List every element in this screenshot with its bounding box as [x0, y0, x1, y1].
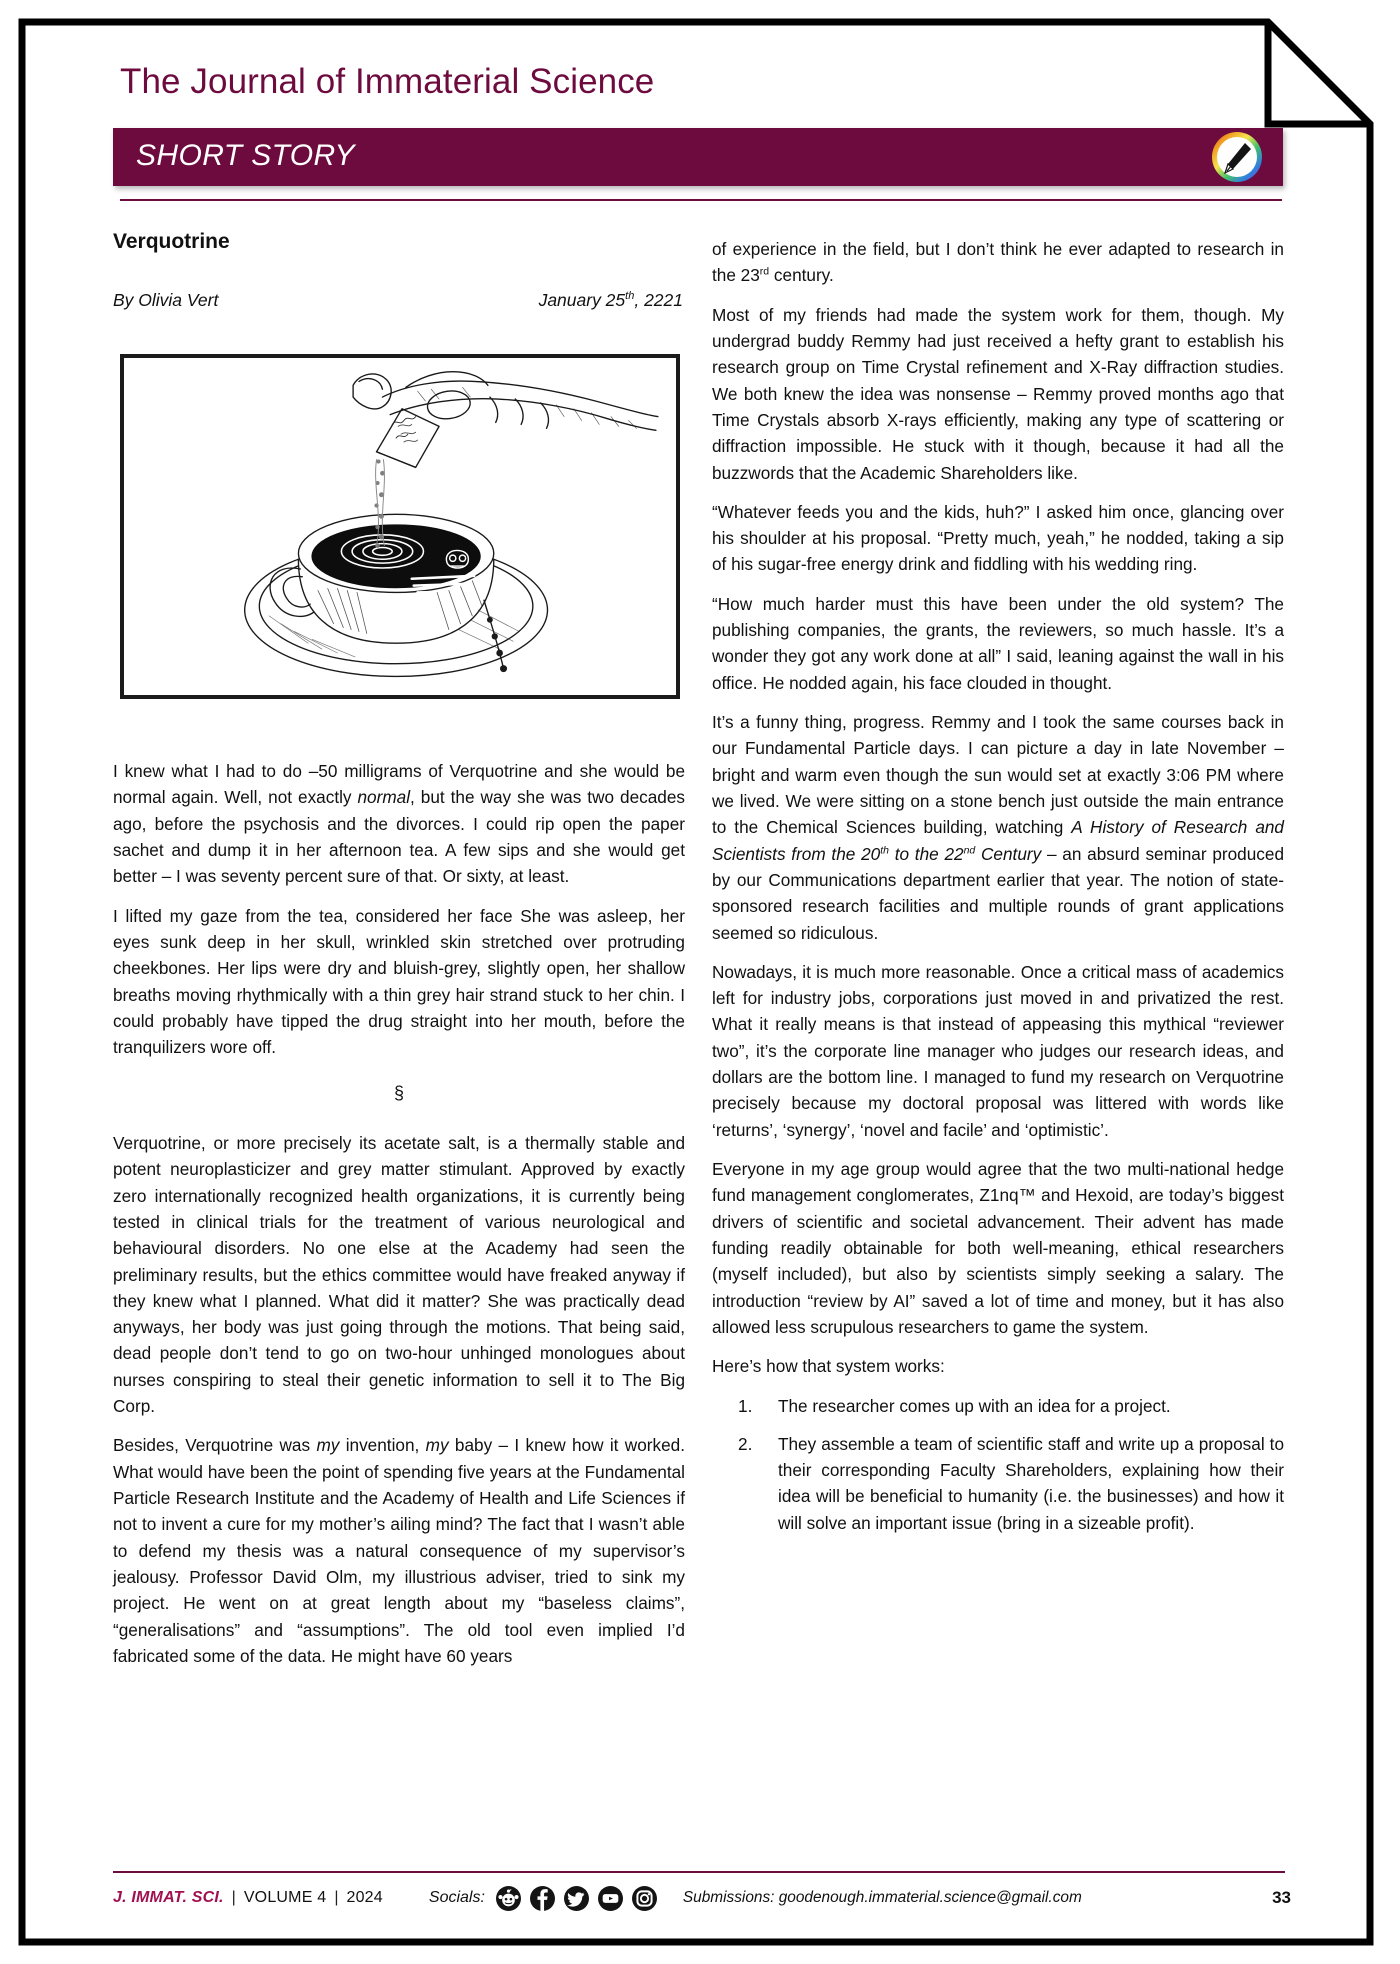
journal-title: The Journal of Immaterial Science: [120, 62, 655, 101]
page-footer: [113, 1882, 1291, 1914]
paragraph: Everyone in my age group would agree that the two multi-national hedge fund management conglomerates, Z1nq™ and Hexoid, are today’s biggest drivers of scientific and societal advancement. Their advent has made funding readily obtainable for both well-meaning, ethical researchers (myself included), but also by scientists simply seeking a salary. The introduction “review by AI” saved a lot of time and money, but it has also allowed less scrupulous researchers to game the system.: [712, 1159, 1284, 1337]
footer-socials-label: Socials:: [428, 1889, 485, 1906]
article-illustration: [120, 354, 680, 699]
list-item: They assemble a team of scientific staff and write up a proposal to their corresponding Faculty Shareholders, explaining how their idea will be beneficial to humanity (i.e. the businesses) and how it will solve an important issue (bring in a sizeable profit).: [778, 1433, 1284, 1533]
section-break-glyph: §: [393, 1083, 404, 1104]
masthead-divider: [120, 199, 1282, 201]
article-title: Verquotrine: [113, 230, 230, 253]
paragraph: “Whatever feeds you and the kids, huh?” I asked him once, glancing over his shoulder at his proposal. “Pretty much, yeah,” he nodded, taking a sip of his sugar-free energy drink and fiddling with his wedding ring.: [712, 501, 1284, 575]
footer-journal-abbrev: J. IMMAT. SCI.: [113, 1889, 224, 1906]
footer-submissions[interactable]: Submissions: goodenough.immaterial.science@gmail.com: [682, 1889, 1082, 1906]
instagram-icon[interactable]: [632, 1886, 657, 1911]
youtube-icon[interactable]: [598, 1886, 623, 1911]
paragraph: I knew what I had to do –50 milligrams of Verquotrine and she would be normal again. Well, not exactly normal, but the way she was two decades ago, before the psychosis and the divorces. I could rip open the paper sachet and dump it in her afternoon tea. A few sips and she would get better – I was seventy percent sure of that. Or sixty, at least.: [113, 761, 685, 887]
article-byline: By Olivia Vert: [113, 290, 219, 310]
reddit-icon[interactable]: [496, 1886, 521, 1911]
footer-separator: |: [231, 1889, 236, 1906]
footer-separator: |: [334, 1889, 339, 1906]
footer-divider: [113, 1871, 1285, 1873]
facebook-icon[interactable]: [530, 1886, 555, 1911]
article-body-right-column: [712, 236, 1284, 1548]
paragraph: It’s a funny thing, progress. Remmy and I took the same courses back in our Fundamental Particle days. I can picture a day in late November – bright and warm even though the sun would set at exactly 3:06 PM where we lived. We were sitting on a stone bench just outside the main entrance to the Chemical Sciences building, watching A History of Research and Scientists from the 20th to the 22nd Century – an absurd seminar produced by our Communications department earlier that year. The notion of state-sponsored research facilities and multiple rounds of grant applications seemed so ridiculous.: [712, 712, 1284, 943]
section-banner-label: SHORT STORY: [136, 139, 355, 172]
list-item: The researcher comes up with an idea for a project.: [778, 1395, 1171, 1416]
byline-row: [113, 290, 683, 311]
paragraph: of experience in the field, but I don’t think he ever adapted to research in the 23rd century.: [712, 239, 1284, 286]
paragraph: “How much harder must this have been under the old system? The publishing companies, the grants, the reviewers, so much hassle. It’s a wonder they got any work done at all” I said, leaning against the wall in his office. He nodded again, his face clouded in thought.: [712, 593, 1284, 693]
system-steps-list: [712, 1393, 1284, 1537]
footer-volume: VOLUME 4: [243, 1889, 327, 1906]
article-date: January 25th, 2221: [538, 290, 683, 310]
pen-nib-rainbow-logo-icon: [1211, 131, 1263, 183]
footer-page-number: 33: [1272, 1888, 1291, 1907]
section-banner: [113, 128, 1283, 186]
teacup-sachet-drawing: [124, 358, 676, 695]
paragraph: Verquotrine, or more precisely its acetate salt, is a thermally stable and potent neuroplasticizer and grey matter stimulant. Approved by exactly zero internationally recognized health organizations, it is currently being tested in clinical trials for the treatment of various neurological and behavioural disorders. No one else at the Academy had seen the preliminary results, but the ethics committee would have freaked anyway if they knew what I planned. What did it matter? She was practically dead anyways, her body was just going through the motions. That being said, dead people don’t tend to go on two-hour unhinged monologues about nurses conspiring to steal their genetic information to sell it to The Big Corp.: [113, 1132, 685, 1417]
twitter-icon[interactable]: [564, 1886, 589, 1911]
masthead: [120, 62, 1140, 102]
paragraph: Here’s how that system works:: [712, 1356, 945, 1377]
paragraph: I lifted my gaze from the tea, considered her face She was asleep, her eyes sunk deep in her skull, wrinkled skin stretched over protruding cheekbones. Her lips were dry and bluish-grey, slightly open, her shallow breaths moving rhythmically with a thin grey hair strand stuck to her chin. I could probably have tipped the drug straight into her mouth, before the tranquilizers wore off.: [113, 905, 685, 1058]
article-body-left-column: [113, 758, 685, 1669]
paragraph: Nowadays, it is much more reasonable. Once a critical mass of academics left for industry jobs, corporations just moved in and privatized the rest. What it really means is that instead of appeasing this mythical “reviewer two”, it’s the corporate line manager who judges our research ideas, and dollars are the bottom line. I managed to fund my research on Verquotrine precisely because my doctoral proposal was littered with words like ‘returns’, ‘synergy’, ‘novel and facile’ and ‘optimistic’.: [712, 961, 1284, 1140]
paragraph: Most of my friends had made the system work for them, though. My undergrad buddy Remmy had just received a hefty grant to establish his research group on Time Crystal refinement and X-Ray diffraction studies. We both knew the idea was nonsense – Remmy proved months ago that Time Crystals absorb X-rays efficiently, making any type of scattering or diffraction impossible. He stuck with it though, because it had all the buzzwords that the Academic Shareholders like.: [712, 304, 1284, 483]
paragraph: Besides, Verquotrine was my invention, my baby – I knew how it worked. What would have been the point of spending five years at the Fundamental Particle Research Institute and the Academy of Health and Life Sciences if not to invent a cure for my mother’s ailing mind? The fact that I wasn’t able to defend my thesis was a natural consequence of my supervisor’s jealousy. Professor David Olm, my illustrious adviser, tried to sink my project. He went on at great length about my “baseless claims”, “generalisations” and “assumptions”. The old tool even implied I’d fabricated some of the data. He might have 60 years: [113, 1435, 685, 1666]
footer-year: 2024: [346, 1889, 383, 1906]
social-icon-row: [496, 1886, 657, 1911]
